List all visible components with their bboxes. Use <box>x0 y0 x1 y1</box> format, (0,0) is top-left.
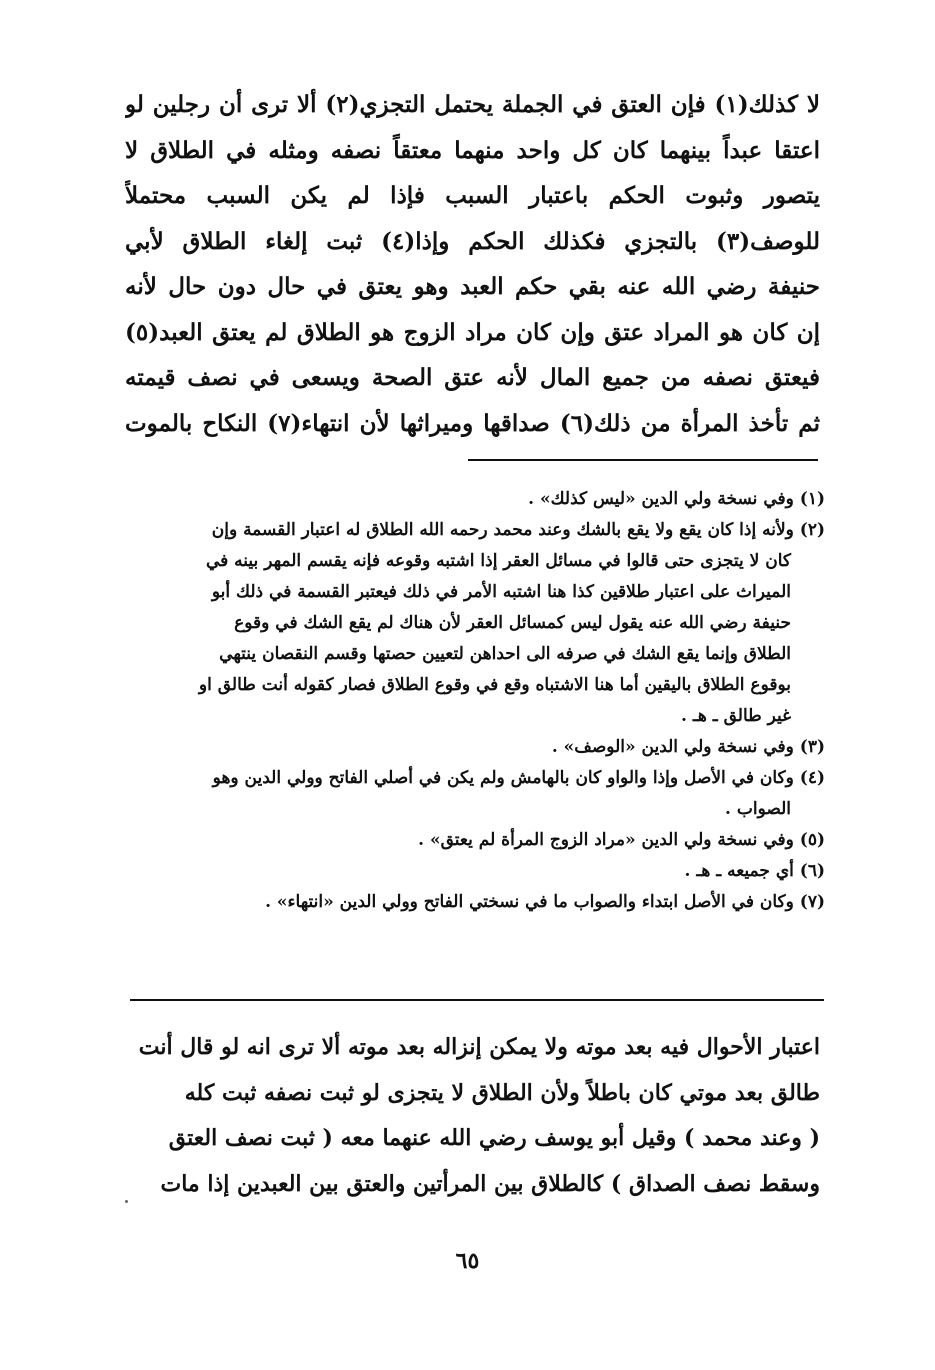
footnote-4 <box>125 763 825 825</box>
page-number: ٦٥ <box>455 1248 480 1274</box>
continuation-text-line: وسقط نصف الصداق ) كالطلاق بين المرأتين والعتق بين العبدين إذا مات <box>160 1170 820 1197</box>
main-text-line: يتصور وثبوت الحكم باعتبار السبب فإذا لم يكن السبب محتملاً <box>125 182 820 209</box>
main-text-line: حنيفة رضي الله عنه بقي حكم العبد وهو يعتق في حال دون حال لأنه <box>125 273 820 300</box>
footnote-line: حنيفة رضي الله عنه يقول ليس كمسائل العقر لأن هناك لم يقع الشك في وقوع <box>234 613 791 633</box>
footnote-line: الطلاق وإنما يقع الشك في صرفه الى احداهن لتعيين حصتها وقسم النقصان ينتهي <box>219 644 791 664</box>
footnote-line: (٣) وفي نسخة ولي الدين «الوصف» . <box>551 737 825 757</box>
main-text-line: لا كذلك(١) فإن العتق في الجملة يحتمل التجزي(٢) ألا ترى أن رجلين لو <box>125 91 820 118</box>
footnote-line: الميراث على اعتبار طلاقين كذا هنا اشتبه الأمر في ذلك فيعتبر القسمة في ذلك أبو <box>211 582 791 602</box>
section-divider-rule <box>130 999 824 1001</box>
footnote-line: الصواب . <box>725 799 791 819</box>
main-text-line: فيعتق نصفه من جميع المال لأنه عتق الصحة ويسعى في نصف قيمته <box>125 364 820 391</box>
footnote-line: غير طالق ـ هـ . <box>681 706 791 726</box>
continuation-text-line: طالق بعد موتي كان باطلاً ولأن الطلاق لا يتجزى لو ثبت نصفه ثبت كله <box>184 1079 820 1106</box>
footnote-1 <box>125 484 825 515</box>
main-text-line: اعتقا عبداً بينهما كان كل واحد منهما معتقاً نصفه ومثله في الطلاق لا <box>125 136 820 164</box>
continuation-text-block <box>128 1025 820 1207</box>
footnote-2 <box>125 515 825 732</box>
footnote-line: كان لا يتجزى حتى قالوا في مسائل العقر إذا اشتبه وقوعه فإنه يقسم المهر بينه في <box>205 551 791 571</box>
scan-speck <box>125 1200 128 1203</box>
main-text-block <box>125 82 820 446</box>
main-text-line: للوصف(٣) بالتجزي فكذلك الحكم وإذا(٤) ثبت إلغاء الطلاق لأبي <box>125 227 820 255</box>
main-text-line: ثم تأخذ المرأة من ذلك(٦) صداقها وميراثها لأن انتهاء(٧) النكاح بالموت <box>125 409 820 437</box>
footnote-line: (٤) وكان في الأصل وإذا والواو كان بالهامش ولم يكن في أصلي الفاتح وولي الدين وهو <box>212 768 825 788</box>
footnote-line: (٦) أي جميعه ـ هـ . <box>684 861 825 881</box>
footnote-5 <box>125 825 825 856</box>
footnote-line: (١) وفي نسخة ولي الدين «ليس كذلك» . <box>528 489 825 509</box>
footnote-3 <box>125 732 825 763</box>
continuation-text-line: اعتبار الأحوال فيه بعد موته ولا يمكن إنزاله بعد موته ألا ترى انه لو قال أنت <box>138 1034 820 1060</box>
continuation-text-line: ( وعند محمد ) وقيل أبو يوسف رضي الله عنهما معه ( ثبت نصف العتق <box>168 1125 820 1151</box>
main-text-line: إن كان هو المراد عتق وإن كان مراد الزوج هو الطلاق لم يعتق العبد(٥) <box>125 318 820 346</box>
footnote-separator-rule <box>468 459 818 461</box>
footnote-line: (٧) وكان في الأصل ابتداء والصواب ما في نسختي الفاتح وولي الدين «انتهاء» . <box>265 892 825 912</box>
footnote-line: (٥) وفي نسخة ولي الدين «مراد الزوج المرأة لم يعتق» . <box>418 830 825 850</box>
footnotes-block <box>125 484 825 918</box>
footnote-line: (٢) ولأنه إذا كان يقع ولا يقع بالشك وعند محمد رحمه الله الطلاق له اعتبار القسمة وإن <box>211 520 825 540</box>
footnote-6 <box>125 856 825 887</box>
footnote-7 <box>125 887 825 918</box>
footnote-line: بوقوع الطلاق باليقين أما هنا الاشتباه وقع في وقوع الطلاق فصار كقوله أنت طالق او <box>198 675 791 695</box>
